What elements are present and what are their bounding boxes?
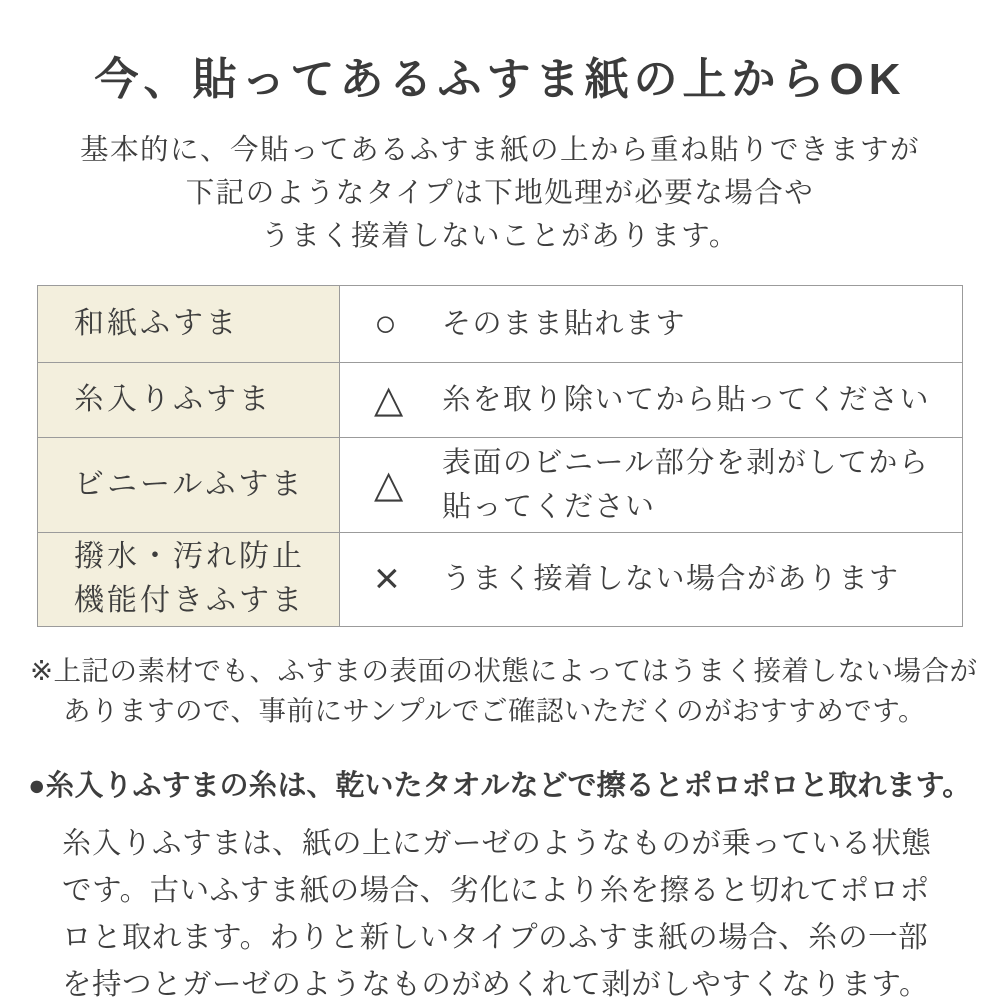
result-cell (340, 285, 963, 362)
result-cell (340, 437, 963, 532)
table-row-water-repellent (38, 532, 963, 626)
intro-line: 基本的に、今貼ってあるふすま紙の上から重ね貼りできますが (79, 133, 920, 166)
intro-line: 下記のようなタイプは下地処理が必要な場合や (185, 176, 815, 209)
body-line: です。古いふすま紙の場合、劣化により糸を擦ると切れてポロポ (62, 873, 930, 907)
result-note (442, 302, 686, 346)
material-label-line: 撥水・汚れ防止 (74, 540, 305, 574)
intro-text (0, 129, 1000, 258)
circle-icon: ○ (374, 302, 397, 345)
result-note (442, 441, 929, 529)
material-cell (38, 437, 340, 532)
body-line: 糸入りふすまは、紙の上にガーゼのようなものが乗っている状態 (62, 826, 932, 860)
material-label: ビニールふすま (74, 467, 305, 501)
fusuma-compatibility-table (37, 285, 963, 627)
page-title: 今、貼ってあるふすま紙の上からOK (94, 55, 906, 104)
result-note-line: 貼ってください (442, 490, 656, 523)
material-label: 糸入りふすま (74, 382, 272, 416)
table-row-vinyl (38, 437, 963, 532)
result-note (442, 378, 930, 422)
result-note-line: 糸を取り除いてから貼ってください (442, 383, 931, 416)
result-note-line: 表面のビニール部分を剥がしてから (442, 446, 930, 479)
result-content (374, 441, 961, 529)
material-cell (38, 532, 340, 626)
result-cell (340, 362, 963, 437)
result-note-line: そのまま貼れます (442, 307, 687, 340)
material-cell (38, 362, 340, 437)
thread-section-heading: ●糸入りふすまの糸は、乾いたタオルなどで擦るとポロポロと取れます。 (28, 769, 972, 802)
result-content (374, 554, 961, 604)
body-line: ロと取れます。わりと新しいタイプのふすま紙の場合、糸の一部 (62, 920, 929, 954)
result-note (442, 557, 900, 601)
result-cell (340, 532, 963, 626)
result-content (374, 302, 961, 346)
thread-section-body (62, 820, 980, 1000)
result-content (374, 378, 961, 422)
caution-note-line: ありますので、事前にサンプルでご確認いただくのがおすすめです。 (63, 694, 927, 726)
table-row-washi (38, 285, 963, 362)
caution-note (30, 651, 980, 731)
result-note-line: うまく接着しない場合があります (442, 563, 900, 596)
body-line: を持つとガーゼのようなものがめくれて剥がしやすくなります。 (62, 967, 930, 1000)
table-row-thread (38, 362, 963, 437)
material-label-line: 機能付きふすま (74, 584, 305, 618)
caution-note-line: ※上記の素材でも、ふすまの表面の状態によってはうまく接着しない場合が (30, 654, 978, 686)
triangle-icon: △ (374, 378, 404, 421)
intro-line: うまく接着しないことがあります。 (261, 219, 739, 252)
triangle-icon: △ (374, 463, 404, 506)
cross-icon: × (374, 554, 400, 604)
material-cell (38, 285, 340, 362)
material-label: 和紙ふすま (74, 306, 239, 340)
